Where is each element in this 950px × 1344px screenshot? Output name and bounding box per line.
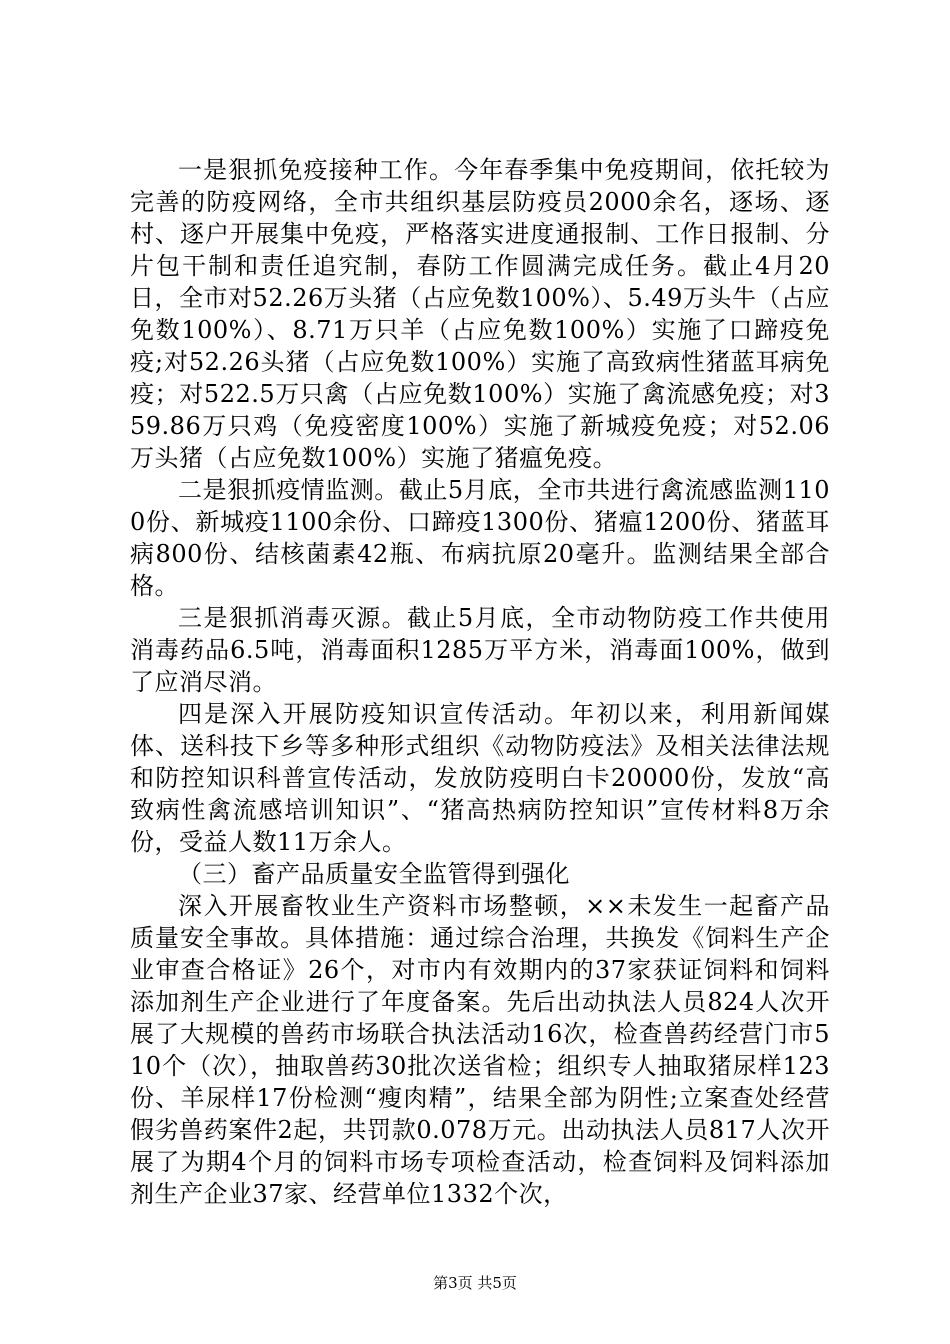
page-number-footer: 第3页 共5页 (433, 1274, 517, 1292)
section-heading: （三）畜产品质量安全监管得到强化 (178, 860, 570, 888)
paragraph-immunization: 一是狠抓免疫接种工作。今年春季集中免疫期间，依托较为完善的防疫网络，全市共组织基层防疫员2000余名，逐场、逐村、逐户开展集中免疫，严格落实进度通报制、工作日报制、分片包干制和责任追究制，春防工作圆满完成任务。截止4月20日，全市对52.26万头猪（占应免数100%）、5.49万头牛（占应免数100%）、8.71万只羊（占应免数100%）实施了口蹄疫免疫;对52.26头猪（占应免数100%）实施了高致病性猪蓝耳病免疫；对522.5万只禽（占应免数100%）实施了禽流感免疫；对359.86万只鸡（免疫密度100%）实施了新城疫免疫；对52.06万头猪（占应免数100%）实施了猪瘟免疫。 (130, 156, 830, 472)
paragraph-quality-safety: 深入开展畜牧业生产资料市场整顿，××未发生一起畜产品质量安全事故。具体措施：通过综合治理，共换发《饲料生产企业审查合格证》26个，对市内有效期内的37家获证饲料和饲料添加剂生产企业进行了年度备案。先后出动执法人员824人次开展了大规模的兽药市场联合执法活动16次，检查兽药经营门市510个（次），抽取兽药30批次送省检；组织专人抽取猪尿样123份、羊尿样17份检测“瘦肉精”，结果全部为阴性;立案查处经营假劣兽药案件2起，共罚款0.078万元。出动执法人员817人次开展了为期4个月的饲料市场专项检查活动，检查饲料及饲料添加剂生产企业37家、经营单位1332个次， (130, 892, 830, 1208)
paragraph-monitoring: 二是狠抓疫情监测。截止5月底，全市共进行禽流感监测1100份、新城疫1100余份、口蹄疫1300份、猪瘟1200份、猪蓝耳病800份、结核菌素42瓶、布病抗原20毫升。监测结果全部合格。 (130, 476, 830, 600)
paragraph-publicity: 四是深入开展防疫知识宣传活动。年初以来，利用新闻媒体、送科技下乡等多种形式组织《动物防疫法》及相关法律法规和防控知识科普宣传活动，发放防疫明白卡20000份，发放“高致病性禽流感培训知识”、“猪高热病防控知识”宣传材料8万余份，受益人数11万余人。 (130, 700, 830, 856)
document-body (130, 154, 830, 1210)
paragraph-disinfection: 三是狠抓消毒灭源。截止5月底，全市动物防疫工作共使用消毒药品6.5吨，消毒面积1285万平方米，消毒面100%，做到了应消尽消。 (130, 604, 830, 696)
